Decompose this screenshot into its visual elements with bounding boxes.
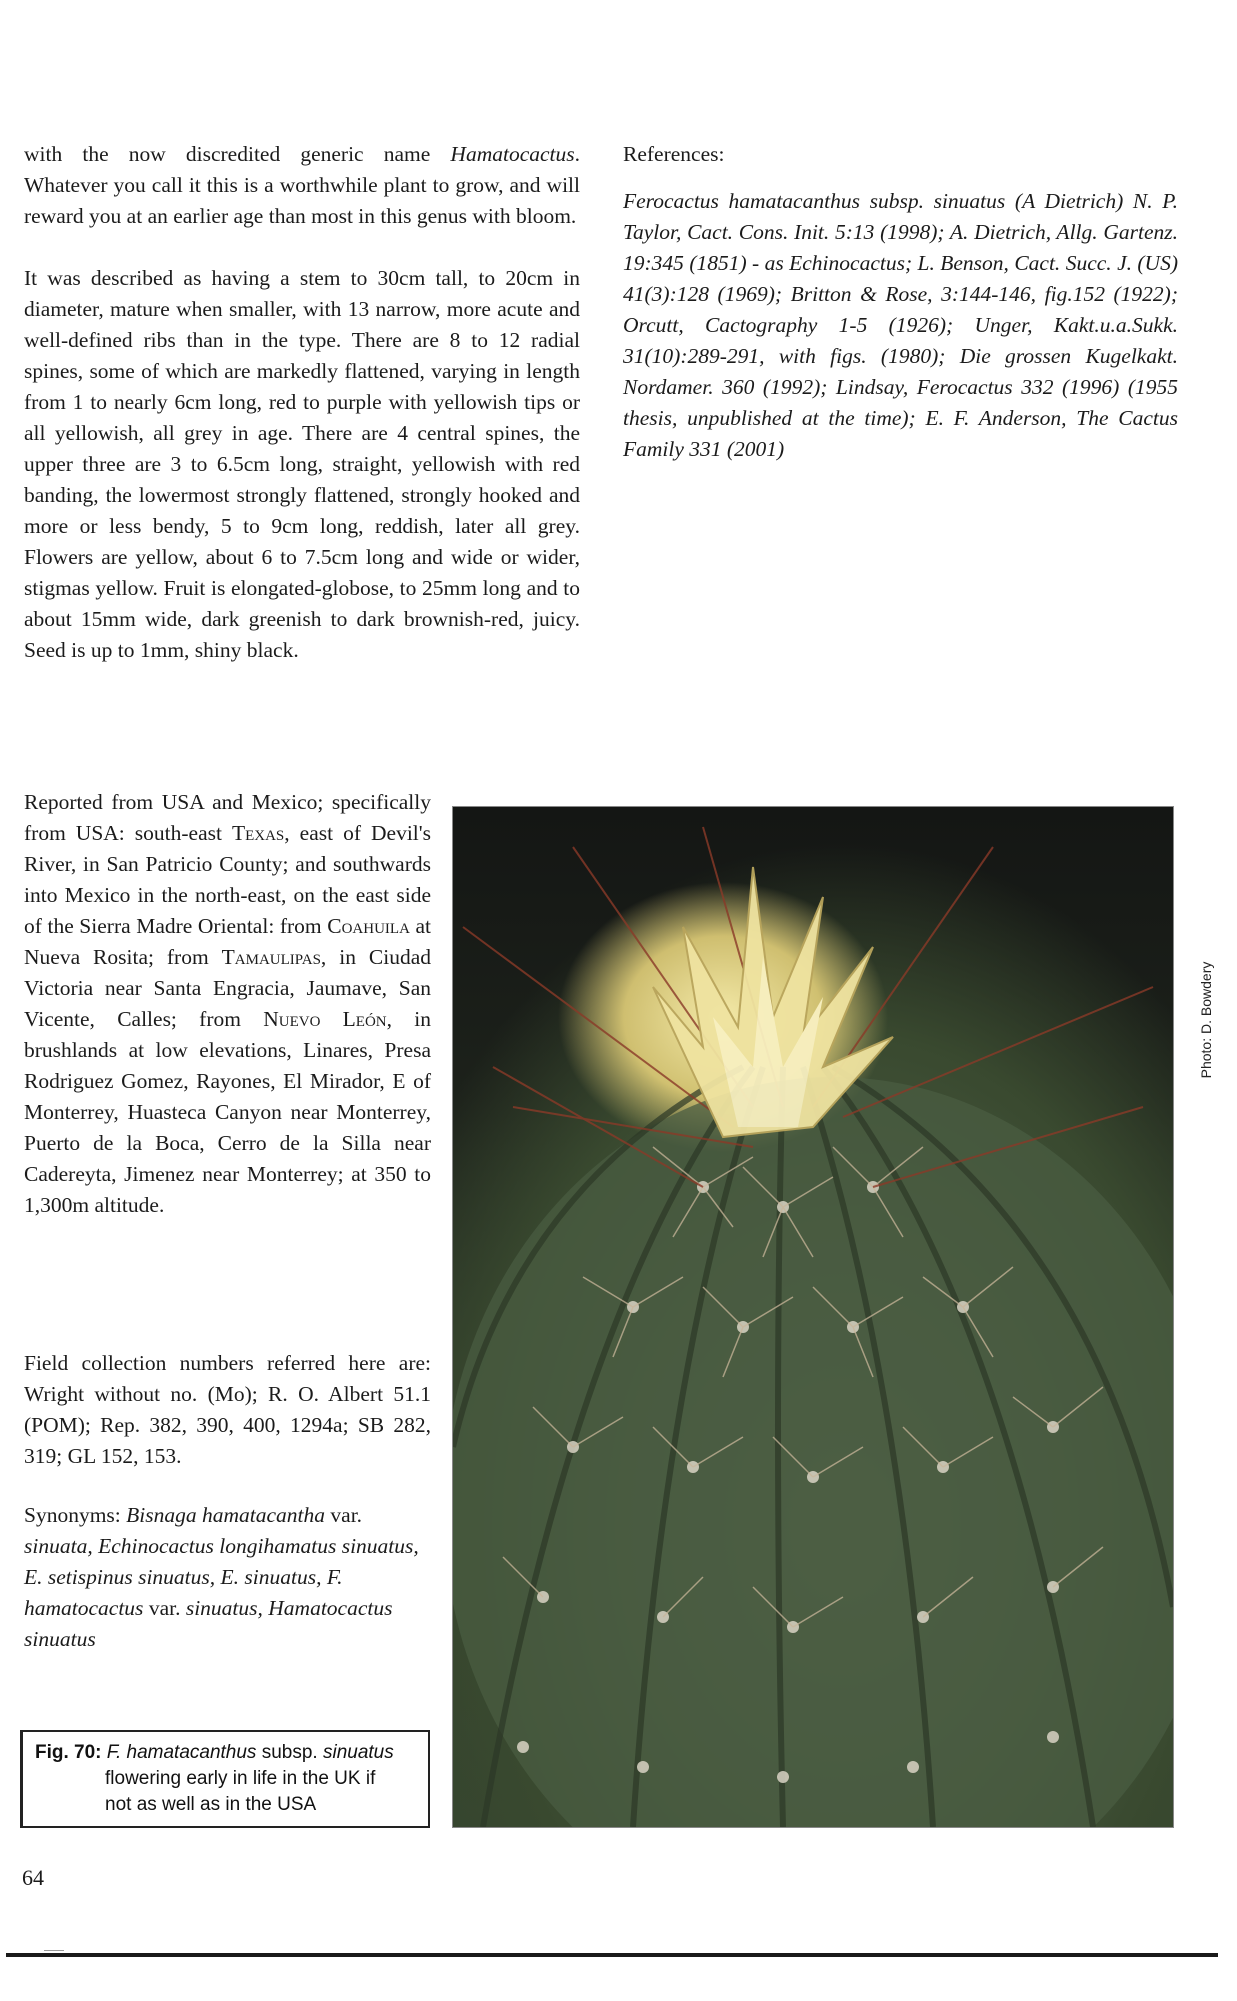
distribution-paragraph: Reported from USA and Mexico; specifically from USA: south-east Texas, east of Devil's River, in San Patricio County; and southwards into Mexico in the north-east, on the east side of the Sierra Madre Oriental: from Coahuila at Nueva Rosita; from Tamaulipas, in Ciudad Victoria near Santa Engracia, Jaumave, San Vicente, Calles; from Nuevo León, in brushlands at low elevations, Linares, Presa Rodriguez Gomez, Rayones, El Mirador, E of Monterrey, Huasteca Canyon near Monterrey, Puerto de la Boca, Cerro de la Silla near Cadereyta, Jimenez near Monterrey; at 350 to 1,300m altitude.	[24, 790, 432, 1217]
intro-text	[24, 139, 580, 666]
footer-rule-thin	[44, 1950, 64, 1951]
synonyms-paragraph: Synonyms: Bisnaga hamatacantha var. sinuata, Echinocactus longihamatus sinuatus, E. setispinus sinuatus, E. sinuatus, F. hamatocactus var. sinuatus, Hamatocactus sinuatus	[24, 1503, 419, 1651]
cactus-photo	[452, 806, 1174, 1828]
footer-rule	[6, 1953, 1218, 1957]
cactus-illustration	[453, 807, 1173, 1827]
references-section	[623, 139, 1178, 465]
region-texas: Texas	[231, 821, 285, 845]
figure-caption: Fig. 70: F. hamatacanthus subsp. sinuatus flowering early in life in the UK if not as well as in the USA	[20, 1730, 430, 1828]
page-number: 64	[22, 1865, 44, 1890]
photo-credit: Photo: D. Bowdery	[1198, 961, 1214, 1079]
region-coahuila: Coahuila	[327, 914, 410, 938]
genus-name: Hamatocactus	[450, 142, 575, 166]
field-numbers-paragraph: Field collection numbers referred here are: Wright without no. (Mo); R. O. Albert 51.1 (POM); Rep. 382, 390, 400, 1294a; SB 282, 319; GL 152, 153.	[24, 1351, 431, 1468]
region-nuevo-leon: Nuevo León	[263, 1007, 387, 1031]
figure-label: Fig. 70:	[35, 1742, 102, 1763]
region-tamaulipas: Tamaulipas	[221, 945, 321, 969]
description-paragraph: It was described as having a stem to 30cm tall, to 20cm in diameter, mature when smaller, with 13 narrow, more acute and well-defined ribs than in the type. There are 8 to 12 radial spines, some of which are markedly flattened, varying in length from 1 to nearly 6cm long, red to purple with yellowish tips or all yellowish, all grey in age. There are 4 central spines, the upper three are 3 to 6.5cm long, straight, yellowish with red banding, the lowermost strongly flattened, strongly hooked and more or less bendy, 5 to 9cm long, reddish, later all grey. Flowers are yellow, about 6 to 7.5cm long and wide or wider, stigmas yellow. Fruit is elongated-globose, to 25mm long and to about 15mm wide, dark greenish to dark brownish-red, juicy. Seed is up to 1mm, shiny black.	[24, 266, 580, 662]
references-text: Ferocactus hamatacanthus subsp. sinuatus (A Dietrich) N. P. Taylor, Cact. Cons. Init. 5:13 (1998); A. Dietrich, Allg. Gartenz. 19:345 (1851) - as Echinocactus; L. Benson, Cact. Succ. J. (US) 41(3):128 (1969); Britton & Rose, 3:144-146, fig.152 (1922); Orcutt, Cactography 1-5 (1926); Unger, Kakt.u.a.Sukk. 31(10):289-291, with figs. (1980); Die grossen Kugelkakt. Nordamer. 360 (1992); Lindsay, Ferocactus 332 (1996) (1955 thesis, unpublished at the time); E. F. Anderson, The Cactus Family 331 (2001)	[623, 189, 1178, 461]
references-heading: References:	[623, 142, 725, 166]
intro-paragraph-1: with the now discredited generic name Hamatocactus. Whatever you call it this is a worthwhile plant to grow, and will reward you at an earlier age than most in this genus with bloom.	[24, 142, 580, 228]
